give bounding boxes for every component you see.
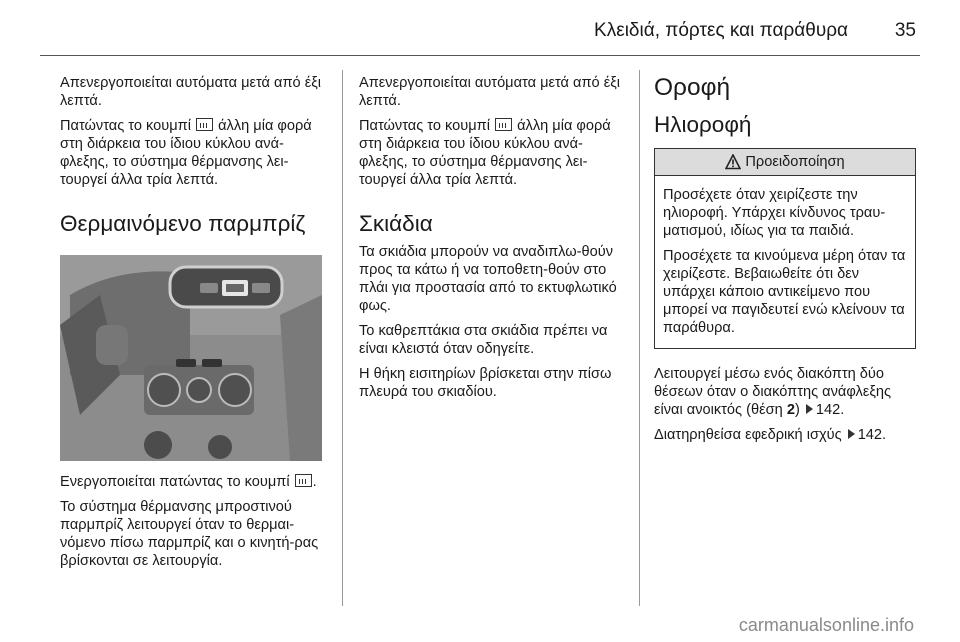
heated-windscreen-icon xyxy=(196,118,213,131)
page-number: 35 xyxy=(894,20,916,41)
dashboard-illustration xyxy=(60,255,322,461)
paragraph: Προσέχετε όταν χειρίζεστε την ηλιοροφή. Υπάρχει κίνδυνος τραυ-ματισμού, ιδίως για τα παιδιά. xyxy=(663,187,886,239)
reference-arrow-icon xyxy=(806,404,813,414)
column-divider xyxy=(639,70,640,606)
text: Διατηρηθείσα εφεδρική ισχύς xyxy=(654,427,846,443)
section-heading: Ηλιοροφή xyxy=(654,112,752,137)
paragraph: Απενεργοποιείται αυτόματα μετά από έξι λεπτά. xyxy=(359,75,620,109)
header-divider xyxy=(40,55,920,56)
paragraph: Απενεργοποιείται αυτόματα μετά από έξι λεπτά. xyxy=(60,75,321,109)
paragraph: Η θήκη εισιτηρίων βρίσκεται στην πίσω πλευρά του σκιαδίου. xyxy=(359,366,612,400)
warning-title: Προειδοποίηση xyxy=(745,154,845,170)
page-header xyxy=(0,0,960,52)
column-2 xyxy=(359,74,625,408)
warning-box xyxy=(654,148,916,349)
paragraph xyxy=(654,426,916,444)
text: Λειτουργεί μέσω ενός διακόπτη δύο θέσεων όταν ο διακόπτης ανάφλεξης είναι ανοικτός (θέση xyxy=(654,366,892,418)
dashboard-photo xyxy=(60,255,322,461)
text: Πατώντας το κουμπί xyxy=(359,118,495,134)
column-3 xyxy=(654,74,916,451)
position-number: 2 xyxy=(786,402,795,418)
page-reference[interactable]: 142. xyxy=(857,427,887,443)
section-heading: Θερμαινόμενο παρμπρίζ xyxy=(60,211,306,236)
paragraph: Το καθρεπτάκια στα σκιάδια πρέπει να είναι κλειστά όταν οδηγείτε. xyxy=(359,323,608,357)
heated-windscreen-icon xyxy=(295,474,312,487)
text: άλλη μία φορά στη διάρκεια του ίδιου κύκλου ανά-φλεξης, το σύστημα θέρμανσης λει-τουργεί άλλα τρία λεπτά. xyxy=(60,118,312,188)
paragraph xyxy=(60,117,322,189)
warning-body xyxy=(655,176,915,348)
text: . xyxy=(312,474,317,490)
column-divider xyxy=(342,70,343,606)
paragraph: Προσέχετε τα κινούμενα μέρη όταν τα χειρίζεστε. Βεβαιωθείτε ότι δεν υπάρχει κάποιο αντικείμενο που μπορεί να παγιδευτεί ενώ κλείνουν τα παράθυρα. xyxy=(663,248,906,336)
column-1 xyxy=(60,74,322,577)
paragraph xyxy=(60,473,322,491)
chapter-heading: Οροφή xyxy=(654,74,731,101)
reference-arrow-icon xyxy=(848,429,855,439)
section-heading: Σκιάδια xyxy=(359,211,433,236)
text: άλλη μία φορά στη διάρκεια του ίδιου κύκλου ανά-φλεξης, το σύστημα θέρμανσης λει-τουργεί άλλα τρία λεπτά. xyxy=(359,118,611,188)
text: Πατώντας το κουμπί xyxy=(60,118,196,134)
page-reference[interactable]: 142. xyxy=(815,402,845,418)
text: ) xyxy=(794,402,804,418)
paragraph xyxy=(654,365,916,419)
warning-header xyxy=(655,149,915,176)
heated-windscreen-icon xyxy=(495,118,512,131)
text: Ενεργοποιείται πατώντας το κουμπί xyxy=(60,474,294,490)
paragraph: Το σύστημα θέρμανσης μπροστινού παρμπρίζ λειτουργεί όταν το θερμαι-νόμενο πίσω παρμπρίζ και ο κινητή-ρας βρίσκονται σε λειτουργία. xyxy=(60,499,319,569)
watermark: carmanualsonline.info xyxy=(738,615,914,635)
paragraph xyxy=(359,117,625,189)
header-title: Κλειδιά, πόρτες και παράθυρα xyxy=(594,20,848,41)
paragraph: Τα σκιάδια μπορούν να αναδιπλω-θούν προς τα κάτω ή να τοποθετη-θούν στο πλάι για προστασία από το εκτυφλωτικό φως. xyxy=(359,244,617,314)
warning-triangle-icon xyxy=(725,154,741,170)
